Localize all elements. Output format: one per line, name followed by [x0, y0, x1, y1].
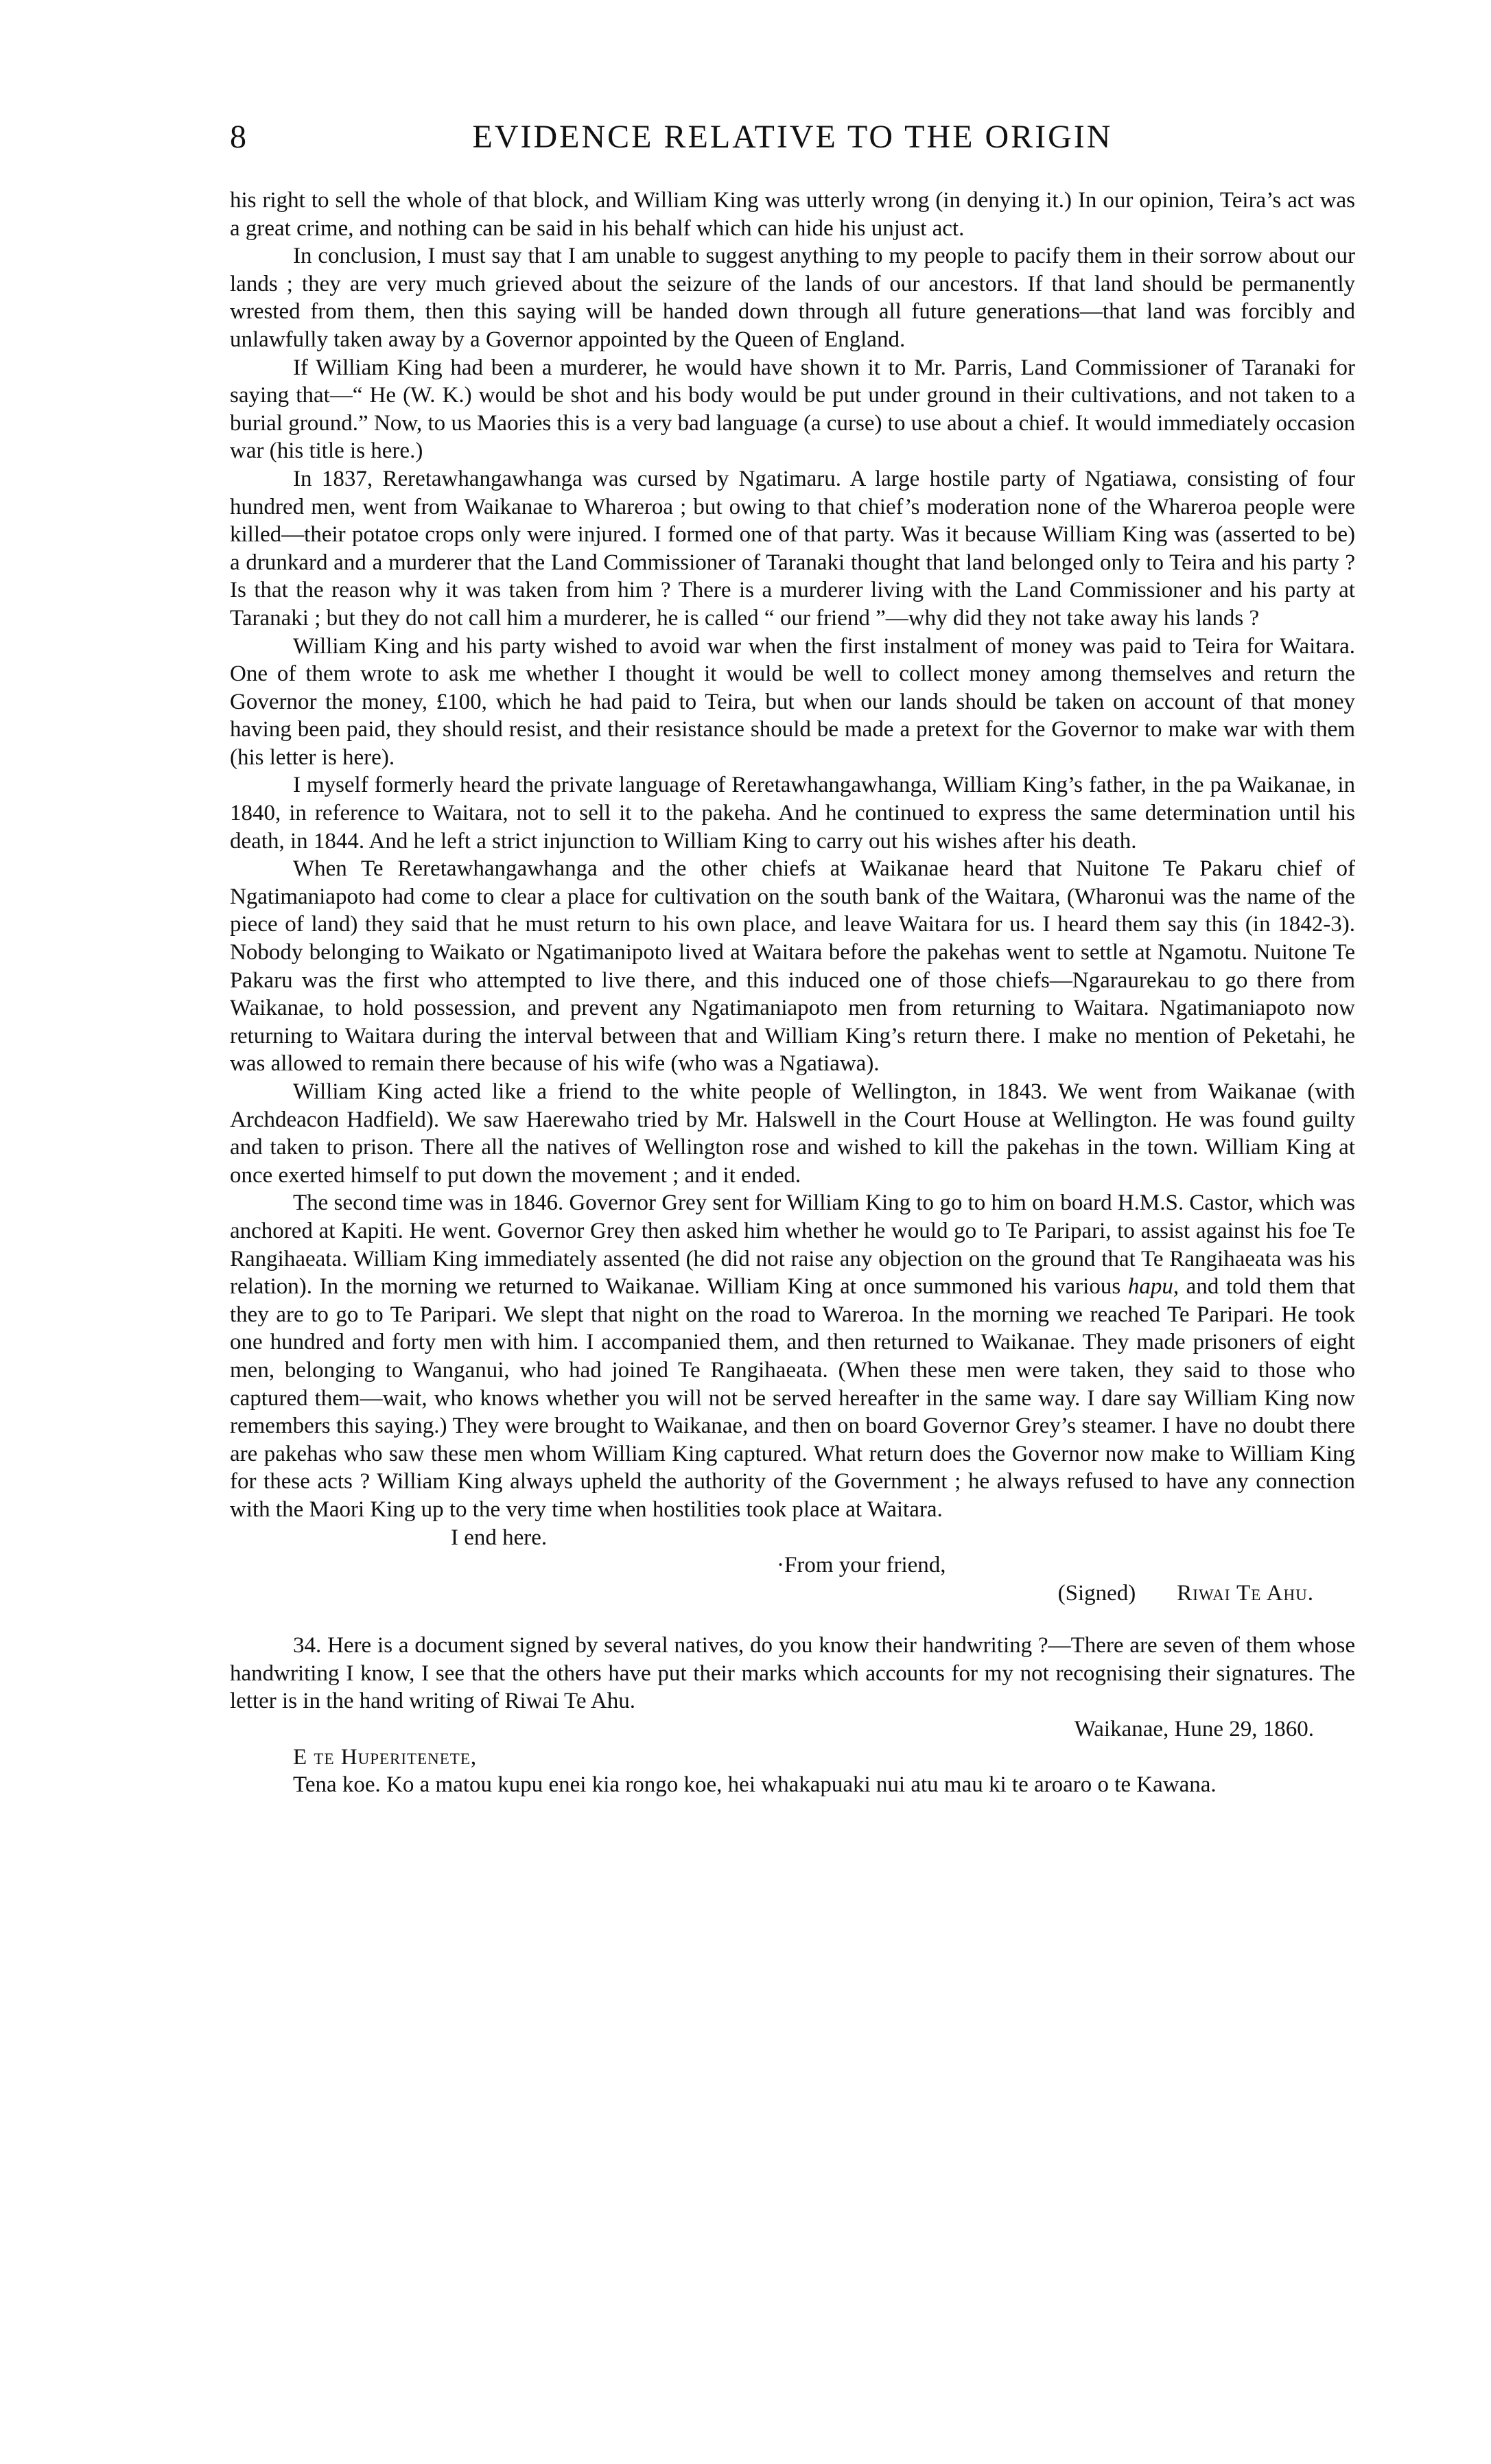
paragraph-teira-act: his right to sell the whole of that block, and William King was utterly wrong (in denying it.) In our opinion, Teira’s act was a great crime, and nothing can be said in his behalf which can hide his unjust act.	[230, 188, 1355, 241]
running-head: EVIDENCE RELATIVE TO THE ORIGIN	[472, 119, 1113, 155]
page-header	[230, 117, 1355, 165]
letter-salutation: E te Huperitenete,	[293, 1744, 478, 1770]
letter-dateline: Waikanae, Hune 29, 1860.	[1074, 1717, 1314, 1742]
paragraph-castor-part-2: , and told them that they are to go to Te Paripari. We slept that night on the road to Wareroa. In the morning we reached Te Paripari. He took one hundred and forty men with him. I accompanied them, and then returned to Waikanae. They made prisoners of eight men, belonging to Wanganui, who had joined Te Rangihaeata. (When these men were taken, they said to those who captured them—wait, who knows whether you will not be served hereafter in the same way. I dare say William King now remembers this saying.) They were brought to Waikanae, and then on board Governor Grey’s steamer. I have no doubt there are pakehas who saw these men whom William King captured. What return does the Governor now make to William King for these acts ? William King always upheld the authority of the Government ; he always refused to have any connection with the Maori King up to the very time when hostilities took place at Waitara.	[230, 1274, 1356, 1522]
paragraph-conclusion: In conclusion, I must say that I am unable to suggest anything to my people to pacify them in their sorrow about our lands ; they are very much grieved about the seizure of the lands of our ancestors. If that land should be permanently wrested from them, then this saying will be handed down through all future generations—that land was forcibly and unlawfully taken away by a Governor appointed by the Queen of England.	[230, 244, 1355, 352]
page-number: 8	[230, 119, 246, 155]
signature-line	[230, 1580, 1355, 1608]
paragraph-murderer: If William King had been a murderer, he would have shown it to Mr. Parris, Land Commissioner of Taranaki for saying that—“ He (W. K.) would be shot and his body would be put under ground in their cultivations, and not taken to a burial ground.” Now, to us Maories this is a very bad language (a curse) to use about a chief. It would immediately occasion war (his title is here.)	[230, 355, 1355, 464]
question-34: 34. Here is a document signed by several natives, do you know their handwriting ?—There are seven of them whose handwriting I know, I see that the others have put their marks which accounts for my not recognising their signatures. The letter is in the hand writing of Riwai Te Ahu.	[230, 1633, 1355, 1714]
closing-from-line: ·From your friend,	[777, 1553, 946, 1578]
paragraph-castor	[230, 1189, 1355, 1523]
document-body	[230, 187, 1355, 1799]
hapu-term: hapu	[1127, 1274, 1173, 1300]
paragraph-instalment: William King and his party wished to avoid war when the first instalment of money was paid to Teira for Waitara. One of them wrote to ask me whether I thought it would be well to collect money among themselves and return the Governor the money, £100, which he had paid to Teira, but when our lands should be taken on account of that money having been paid, they should resist, and their resistance should be made a pretext for the Governor to make war with them (his letter is here).	[230, 633, 1355, 770]
letter-body: Tena koe. Ko a matou kupu enei kia rongo koe, hei whakapuaki nui atu mau ki te aroaro o te Kawana.	[293, 1772, 1217, 1798]
closing-end-line: I end here.	[451, 1525, 548, 1550]
signed-label: (Signed)	[1057, 1580, 1136, 1606]
paragraph-wellington: William King acted like a friend to the white people of Wellington, in 1843. We went from Waikanae (with Archdeacon Hadfield). We saw Haerewaho tried by Mr. Halswell in the Court House at Wellington. He was found guilty and taken to prison. There all the natives of Wellington rose and wished to kill the pakehas in the town. William King at once exerted himself to put down the movement ; and it ended.	[230, 1079, 1355, 1188]
paragraph-1837: In 1837, Reretawhangawhanga was cursed by Ngatimaru. A large hostile party of Ngatiawa, consisting of four hundred men, went from Waikanae to Whareroa ; but owing to that chief’s moderation none of the Whareroa people were killed—their potatoe crops only were injured. I formed one of that party. Was it because William King was (asserted to be) a drunkard and a murderer that the Land Commissioner of Taranaki thought that land belonged only to Teira and his party ? Is that the reason why it was taken from him ? There is a murderer living with the Land Commissioner and his party at Taranaki ; but they do not call him a murderer, he is called “ our friend ”—why did they not take away his lands ?	[230, 466, 1355, 631]
paragraph-castor-part-1: The second time was in 1846. Governor Grey sent for William King to go to him on board H.M.S. Castor, which was anchored at Kapiti. He went. Governor Grey then asked him whether he would go to Te Paripari, to assist against his foe Te Rangihaeata. William King immediately assented (he did not raise any objection on the ground that Te Rangihaeata was his relation). In the morning we returned to Waikanae. William King at once summoned his various	[230, 1190, 1355, 1300]
signatory-name: Riwai Te Ahu.	[1177, 1580, 1314, 1606]
paragraph-nuitone: When Te Reretawhangawhanga and the other chiefs at Waikanae heard that Nuitone Te Pakaru chief of Ngatimaniapoto had come to clear a place for cultivation on the south bank of the Waitara, (Wharonui was the name of the piece of land) they said that he must return to his own place, and leave Waitara for us. I heard them say this (in 1842-3). Nobody belonging to Waikato or Ngatimanipoto lived at Waitara before the pakehas went to settle at Ngamotu. Nuitone Te Pakaru was the first who attempted to live there, and this induced one of those chiefs—Ngaraurekau to go there from Waikanae, to hold possession, and prevent any Ngatimaniapoto men from returning to Waitara. Ngatimaniapoto now returning to Waitara during the interval between that and William King’s return there. I make no mention of Peketahi, he was allowed to remain there because of his wife (who was a Ngatiawa).	[230, 856, 1355, 1077]
paragraph-private-language: I myself formerly heard the private language of Reretawhangawhanga, William King’s father, in the pa Waikanae, in 1840, in reference to Waitara, not to sell it to the pakeha. And he continued to express the same determination until his death, in 1844. And he left a strict injunction to William King to carry out his wishes after his death.	[230, 773, 1355, 854]
